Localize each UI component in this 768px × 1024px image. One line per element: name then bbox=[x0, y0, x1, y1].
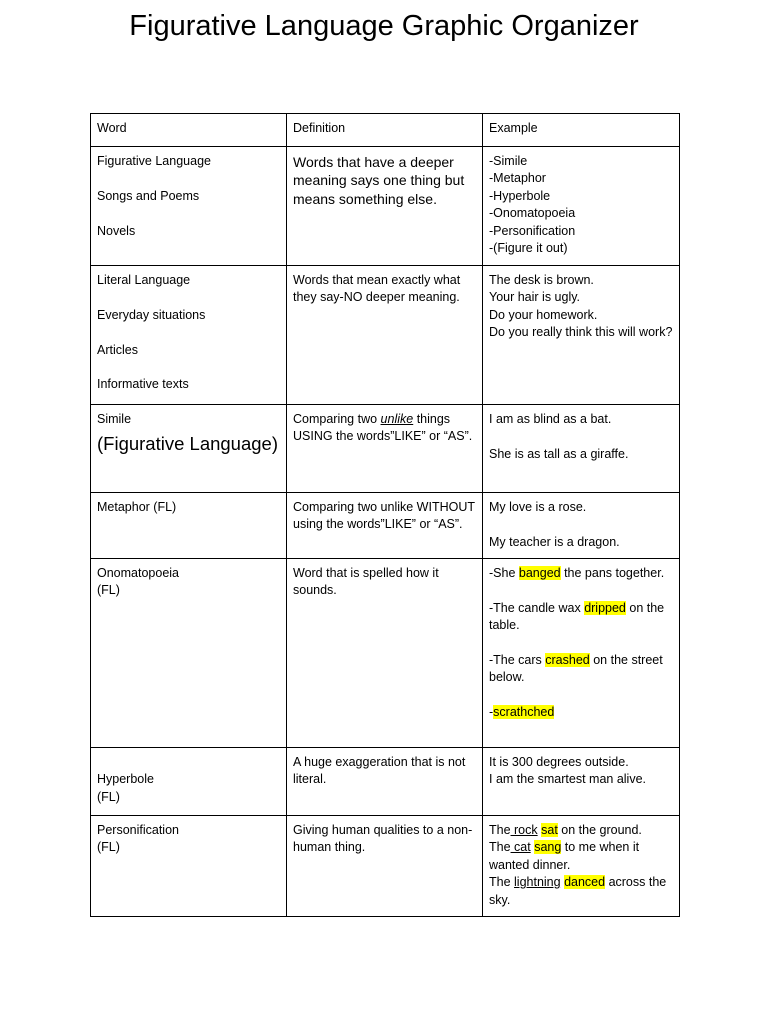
definition-cell bbox=[287, 493, 483, 559]
word-text: Onomatopoeia bbox=[97, 566, 180, 580]
example-part: The bbox=[489, 875, 515, 890]
highlighted-word: sat bbox=[541, 823, 558, 837]
example-part: -The cars bbox=[489, 653, 546, 667]
highlighted-word: dripped bbox=[584, 600, 626, 615]
example-text: -Onomatopoeia bbox=[489, 206, 576, 221]
example-text: I am the smartest man alive. bbox=[489, 772, 647, 787]
example-text bbox=[489, 874, 673, 909]
word-text: Figurative Language bbox=[97, 154, 211, 168]
example-text: -Hyperbole bbox=[489, 188, 551, 203]
header-word: Word bbox=[91, 114, 287, 147]
example-text bbox=[489, 652, 673, 687]
definition-part: Comparing two bbox=[293, 412, 381, 426]
definition-text: Comparing two unlike WITHOUT using the words”LIKE” or “AS”. bbox=[293, 500, 475, 532]
example-cell bbox=[483, 559, 680, 748]
table-row bbox=[91, 816, 680, 917]
word-text: Articles bbox=[97, 342, 138, 357]
example-text: -Personification bbox=[489, 223, 576, 238]
example-cell bbox=[483, 748, 680, 816]
underlined-noun: lightning bbox=[514, 875, 561, 890]
example-part: on the street below. bbox=[489, 653, 663, 685]
example-cell bbox=[483, 147, 680, 266]
table-row bbox=[91, 147, 680, 266]
word-note: (Figurative Language) bbox=[97, 433, 278, 455]
highlighted-word: sang bbox=[534, 840, 562, 855]
example-part: on the table. bbox=[489, 600, 665, 633]
example-text: -(Figure it out) bbox=[489, 241, 568, 256]
example-text: Do you really think this will work? bbox=[489, 325, 673, 340]
example-text: My teacher is a dragon. bbox=[489, 534, 620, 549]
page-title: Figurative Language Graphic Organizer bbox=[129, 10, 639, 42]
table-row bbox=[91, 493, 680, 559]
example-text bbox=[489, 839, 673, 874]
example-text: Do your homework. bbox=[489, 307, 598, 322]
word-text: Metaphor (FL) bbox=[97, 500, 177, 514]
definition-cell bbox=[287, 816, 483, 917]
example-cell bbox=[483, 493, 680, 559]
example-text: Your hair is ugly. bbox=[489, 290, 581, 305]
example-part: across the sky. bbox=[489, 875, 667, 907]
table-row bbox=[91, 266, 680, 405]
definition-part: things USING the words”LIKE” or “AS”. bbox=[293, 412, 473, 444]
spacer bbox=[97, 754, 280, 771]
example-text bbox=[489, 565, 673, 582]
example-text: -Metaphor bbox=[489, 171, 546, 186]
underlined-noun: rock bbox=[510, 823, 538, 837]
word-text: Simile bbox=[97, 412, 132, 426]
example-text: The desk is brown. bbox=[489, 273, 594, 287]
word-cell bbox=[91, 748, 287, 816]
definition-cell bbox=[287, 559, 483, 748]
example-text bbox=[489, 600, 673, 635]
definition-cell bbox=[287, 147, 483, 266]
word-cell bbox=[91, 493, 287, 559]
example-text bbox=[489, 822, 673, 839]
definition-text bbox=[293, 411, 476, 446]
example-cell bbox=[483, 266, 680, 405]
word-text: Songs and Poems bbox=[97, 188, 200, 203]
highlighted-word: banged bbox=[518, 566, 561, 580]
word-tag: (FL) bbox=[97, 583, 120, 598]
example-cell bbox=[483, 816, 680, 917]
organizer-table bbox=[90, 113, 680, 917]
definition-cell bbox=[287, 405, 483, 493]
word-text: Hyperbole bbox=[97, 772, 154, 787]
definition-cell bbox=[287, 748, 483, 816]
table-row bbox=[91, 748, 680, 816]
word-cell bbox=[91, 147, 287, 266]
header-definition: Definition bbox=[287, 114, 483, 147]
example-text: She is as tall as a giraffe. bbox=[489, 446, 629, 461]
word-cell bbox=[91, 816, 287, 917]
word-cell bbox=[91, 559, 287, 748]
word-tag: (FL) bbox=[97, 789, 120, 804]
word-cell bbox=[91, 266, 287, 405]
word-text: Everyday situations bbox=[97, 307, 206, 322]
definition-cell bbox=[287, 266, 483, 405]
header-example: Example bbox=[483, 114, 680, 147]
word-text: Personification bbox=[97, 823, 179, 837]
example-part: -The candle wax bbox=[489, 600, 585, 615]
example-cell bbox=[483, 405, 680, 493]
example-part: The bbox=[489, 840, 511, 855]
example-part: the pans together. bbox=[560, 566, 665, 580]
example-part: to me when it wanted dinner. bbox=[489, 840, 640, 872]
example-part: - bbox=[489, 705, 494, 720]
word-text: Informative texts bbox=[97, 377, 189, 392]
definition-text: Words that mean exactly what they say-NO deeper meaning. bbox=[293, 273, 461, 305]
definition-text: Giving human qualities to a non-human thing. bbox=[293, 823, 473, 855]
highlighted-word: crashed bbox=[545, 653, 590, 667]
word-text: Novels bbox=[97, 223, 136, 238]
table-row bbox=[91, 559, 680, 748]
word-text: Literal Language bbox=[97, 273, 191, 287]
table-header-row bbox=[91, 114, 680, 147]
word-cell bbox=[91, 405, 287, 493]
highlighted-word: danced bbox=[564, 875, 606, 890]
definition-text: Words that have a deeper meaning says one thing but means something else. bbox=[293, 154, 465, 207]
example-text: I am as blind as a bat. bbox=[489, 412, 612, 426]
example-text: -Simile bbox=[489, 154, 528, 168]
underlined-noun: cat bbox=[510, 840, 531, 855]
word-tag: (FL) bbox=[97, 840, 120, 855]
table-row bbox=[91, 405, 680, 493]
example-text: My love is a rose. bbox=[489, 500, 587, 514]
example-part: The bbox=[489, 823, 511, 837]
highlighted-word: scrathched bbox=[493, 705, 555, 720]
example-text: It is 300 degrees outside. bbox=[489, 755, 629, 769]
definition-text: Word that is spelled how it sounds. bbox=[293, 566, 439, 598]
definition-text: A huge exaggeration that is not literal. bbox=[293, 755, 466, 787]
example-part: -She bbox=[489, 566, 519, 580]
example-text bbox=[489, 704, 673, 721]
definition-emphasis: unlike bbox=[380, 412, 414, 426]
example-part: on the ground. bbox=[557, 823, 642, 837]
